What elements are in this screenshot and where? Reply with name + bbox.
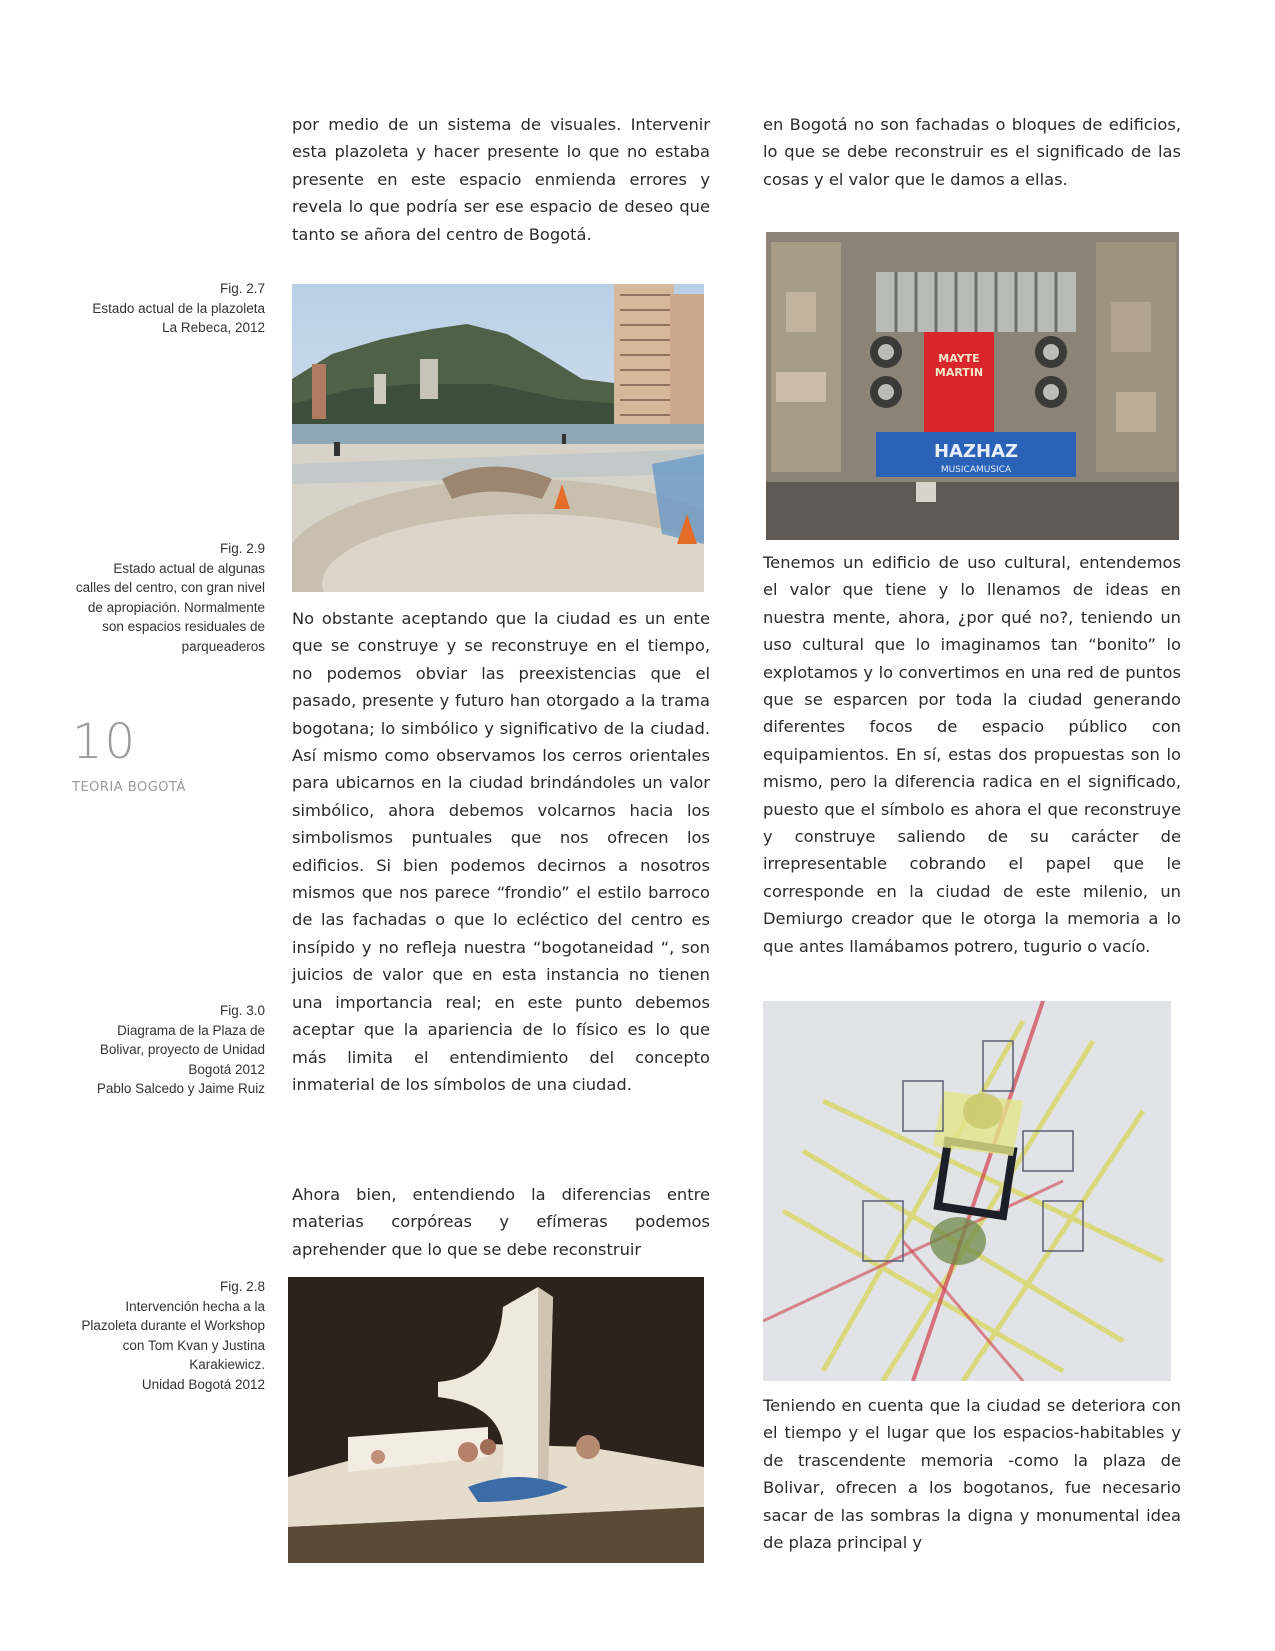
caption-line: Bolivar, proyecto de Unidad (99, 1042, 265, 1057)
col1-paragraph-1: por medio de un sistema de visuales. Intervenir esta plazoleta y hacer presente lo que no estaba presente en este espacio enmienda errores y revela lo que podría ser ese espacio de deseo que tanto se añora del centro de Bogotá. (292, 115, 710, 244)
poster-name-1: MAYTE (938, 352, 980, 365)
caption-line: Bogotá 2012 (188, 1061, 265, 1077)
caption-line: son espacios residuales de (102, 619, 265, 634)
caption-line: Fig. 2.9 (219, 541, 265, 556)
section-title: TEORIA BOGOTÁ (72, 780, 186, 795)
col2-paragraph-2: Tenemos un edificio de uso cultural, entendemos el valor que tiene y lo llenamos de ideas en nuestra mente, ahora, ¿por qué no?, teniendo un uso cultural que lo imaginamos tan “bonito” lo explotamos y lo convertimos en una red de puntos que se esparcen por toda la ciudad generando diferentes focos de espacio público con equipamientos. En sí, estas dos propuestas son lo mismo, pero la diferencia radica en el significado, puesto que el símbolo es ahora el que reconstruye y construye saliendo de su carácter de irrepresentable cobrando el papel que le corresponde en la ciudad de este milenio, un Demiurgo creador que le otorga la memoria a lo que antes llamábamos potrero, tugurio o vacío. (763, 553, 1181, 956)
caption-line: Estado actual de la plazoleta (92, 300, 265, 316)
caption-line: calles del centro, con gran nivel (75, 580, 265, 595)
caption-line: La Rebeca, 2012 (162, 320, 265, 335)
caption-line: de apropiación. Normalmente (87, 599, 265, 615)
caption-fig-2-7 (40, 279, 265, 338)
caption-line: Intervención hecha a la (125, 1298, 265, 1314)
col2-paragraph-1: en Bogotá no son fachadas o bloques de edificios, lo que se debe reconstruir es el significado de las cosas y el valor que le damos a ellas. (763, 115, 1181, 189)
col1-paragraph-3: Ahora bien, entendiendo la diferencias entre materias corpóreas y efímeras podemos aprehender que lo que se debe reconstruir (292, 1185, 710, 1259)
caption-line: con Tom Kvan y Justina (122, 1337, 265, 1353)
caption-line: Estado actual de algunas (113, 560, 265, 576)
col1-paragraph-2: No obstante aceptando que la ciudad es un ente que se construye y se reconstruye en el tiempo, no podemos obviar las preexistencias que el pasado, presente y futuro han otorgado a la trama bogotana; lo simbólico y significativo de la ciudad. Así mismo como observamos los cerros orientales para ubicarnos en la ciudad brindándoles un valor simbólico, ahora debemos volcarnos hacia los simbolismos puntuales que nos ofrecen los edificios. Si bien podemos decirnos a nosotros mismos que nos parece “frondio” el estilo barroco de las fachadas o que lo ecléctico del centro es insípido y no refleja nuestra “bogotaneidad “, son juicios de valor que en esta instancia no tienen una importancia real; en este punto debemos aceptar que la apariencia de lo físico es lo que más limita el entendimiento del concepto inmaterial de los símbolos de una ciudad. (292, 609, 710, 1094)
caption-line: Plazoleta durante el Workshop (81, 1318, 265, 1333)
caption-line: Fig. 2.7 (219, 281, 265, 296)
photo-workshop-model (288, 1277, 704, 1563)
col2-paragraph-3: Teniendo en cuenta que la ciudad se deteriora con el tiempo y el lugar que los espacios-habitables y de trascendente memoria -como la plaza de Bolivar, ofrecen a los bogotanos, fue necesario sacar de las sombras la digna y monumental idea de plaza principal y (763, 1396, 1181, 1553)
caption-line: parqueaderos (181, 638, 265, 654)
poster-name-2: MARTIN (934, 366, 984, 379)
caption-line: Fig. 2.8 (219, 1279, 265, 1294)
caption-fig-3-0 (40, 1001, 265, 1099)
caption-fig-2-9 (40, 539, 265, 656)
photo-street-facade (766, 232, 1179, 540)
caption-line: Karakiewicz. (189, 1357, 265, 1372)
caption-line: Pablo Salcedo y Jaime Ruiz (96, 1081, 265, 1096)
photo-plaza-bolivar-diagram (763, 1001, 1171, 1381)
caption-line: Unidad Bogotá 2012 (141, 1376, 265, 1392)
caption-fig-2-8 (40, 1277, 265, 1394)
caption-line: Fig. 3.0 (219, 1003, 265, 1018)
page-number: 10 (72, 714, 138, 770)
photo-plazoleta-la-rebeca (292, 284, 704, 592)
poster-banner: HAZHAZ (933, 441, 1019, 462)
caption-line: Diagrama de la Plaza de (117, 1022, 265, 1038)
poster-banner-sub: MUSICAMUSICA (940, 465, 1012, 475)
